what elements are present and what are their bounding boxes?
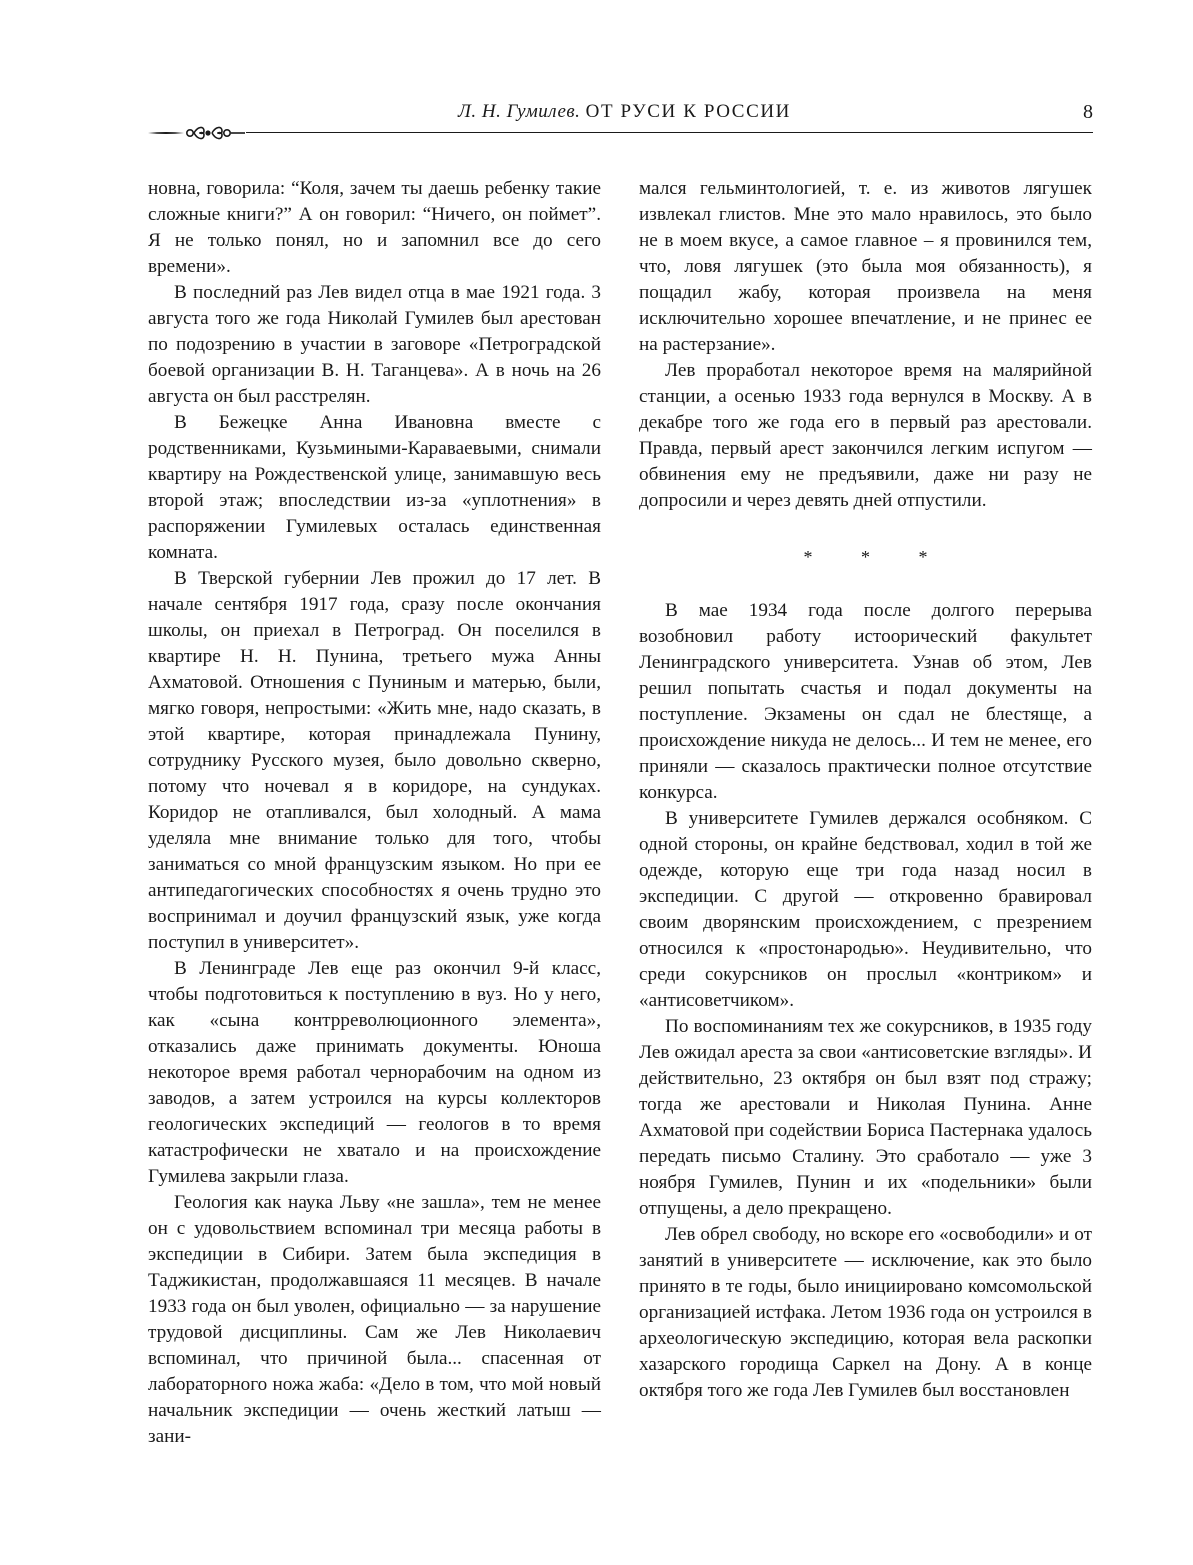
paragraph: новна, говорила: “Коля, зачем ты даешь ребенку такие сложные книги?” А он говорил: “Ничего, он поймет”. Я не только понял, но и запомнил все до сего времени». bbox=[148, 178, 601, 277]
paragraph: Лев обрел свободу, но вскоре его «освободили» и от занятий в университете — исключение, как это было принято в те годы, было инициировано комсомольской организацией истфака. Летом 1936 года он устроился в археологическую экспедицию, которая вела раскопки хазарского городища Саркел на Дону. А в конце октября того же года Лев Гумилев был восстановлен bbox=[639, 1224, 1092, 1401]
running-header bbox=[148, 101, 1093, 131]
running-title bbox=[458, 101, 791, 123]
paragraph: Геология как наука Льву «не зашла», тем не менее он с удовольствием вспоминал три месяца работы в экспедиции в Сибири. Затем была экспедиция в Таджикистан, продолжавшаяся 11 месяцев. В начале 1933 года он был уволен, официально — за нарушение трудовой дисциплины. Сам же Лев Николаевич вспоминал, что причиной была... спасенная от лабораторного ножа жаба: «Дело в том, что мой новый начальник экспедиции — очень жесткий латыш — зани- bbox=[148, 1192, 601, 1447]
header-rule bbox=[148, 132, 1093, 133]
right-column bbox=[639, 176, 1092, 1404]
paragraph: В Тверской губернии Лев прожил до 17 лет. В начале сентября 1917 года, сразу после окончания школы, он приехал в Петроград. Он поселился в квартире Н. Н. Пунина, третьего мужа Анны Ахматовой. Отношения с Пуниным и матерью, были, мягко говоря, непростыми: «Жить мне, надо сказать, в этой квартире, которая принадлежала Пунину, сотруднику Русского музея, было довольно скверно, потому что ночевал я в коридоре, на сундуках. Коридор не отапливался, был холодный. А мама уделяла мне внимание только для того, чтобы заниматься со мной французским языком. Но при ее антипедагогических способностях я очень трудно это воспринимал и доучил французский язык, уже когда поступил в университет». bbox=[148, 568, 601, 953]
paragraph: В мае 1934 года после долгого перерыва возобновил работу истоорический факультет Ленинградского университета. Узнав об этом, Лев решил попытать счастья и подал документы на поступление. Экзамены он сдал не блестяще, а происхождение никуда не делось... И тем не менее, его приняли — сказалось практически полное отсутствие конкурса. bbox=[639, 600, 1092, 803]
paragraph: В последний раз Лев видел отца в мае 1921 года. 3 августа того же года Николай Гумилев был арестован по подозрению в участии в заговоре «Петроградской боевой организации В. Н. Таганцева». А в ночь на 26 августа он был расстрелян. bbox=[148, 282, 601, 407]
header-author: Л. Н. Гумилев. bbox=[458, 101, 581, 122]
paragraph: В университете Гумилев держался особняком. С одной стороны, он крайне бедствовал, ходил в той же одежде, которую еще три года назад носил в экспедиции. С другой — откровенно бравировал своим дворянским происхождением, с презрением относился к «простонародью». Неудивительно, что среди сокурсников он прослыл «контриком» и «антисоветчиком». bbox=[639, 808, 1092, 1011]
header-book-title: ОТ РУСИ К РОССИИ bbox=[585, 101, 791, 122]
paragraph: По воспоминаниям тех же сокурсников, в 1935 году Лев ожидал ареста за свои «антисоветские взгляды». И действительно, 23 октября он был взят под стражу; тогда же арестовали и Николая Пунина. Анне Ахматовой при содействии Бориса Пастернака удалось передать письмо Сталину. Это сработало — уже 3 ноября Гумилев, Пунин и их «подельники» были отпущены, а дело прекращено. bbox=[639, 1016, 1092, 1219]
page-number: 8 bbox=[1083, 101, 1093, 123]
paragraph: В Бежецке Анна Ивановна вместе с родственниками, Кузьмиными-Караваевыми, снимали квартиру на Рождественской улице, занимавшую весь второй этаж; впоследствии из-за «уплотнения» в распоряжении Гумилевых осталась единственная комната. bbox=[148, 412, 601, 563]
paragraph: Лев проработал некоторое время на малярийной станции, а осенью 1933 года вернулся в Москву. А в декабре того же года его в первый раз арестовали. Правда, первый арест закончился легким испугом — обвинения ему не предъявили, даже ни разу не допросили и через девять дней отпустили. bbox=[639, 360, 1092, 511]
paragraph: В Ленинграде Лев еще раз окончил 9-й класс, чтобы подготовиться к поступлению в вуз. Но у него, как «сына контрреволюционного элемента», отказались даже принимать документы. Юноша некоторое время работал чернорабочим на одном из заводов, а затем устроился на курсы коллекторов геологических экспедиций — геологов в то время катастрофически не хватало и на происхождение Гумилева закрыли глаза. bbox=[148, 958, 601, 1187]
left-column bbox=[148, 176, 601, 1450]
paragraph: мался гельминтологией, т. е. из животов лягушек извлекал глистов. Мне это мало нравилось, это было не в моем вкусе, а самое главное – я провинился тем, что, ловя лягушек (это была моя обязанность), я пощадил жабу, которая произвела на меня исключительно хорошее впечатление, и не принес ее на растерзание». bbox=[639, 178, 1092, 355]
ornament-flourish-icon bbox=[146, 122, 246, 144]
section-break-asterism: * * * bbox=[803, 547, 950, 567]
